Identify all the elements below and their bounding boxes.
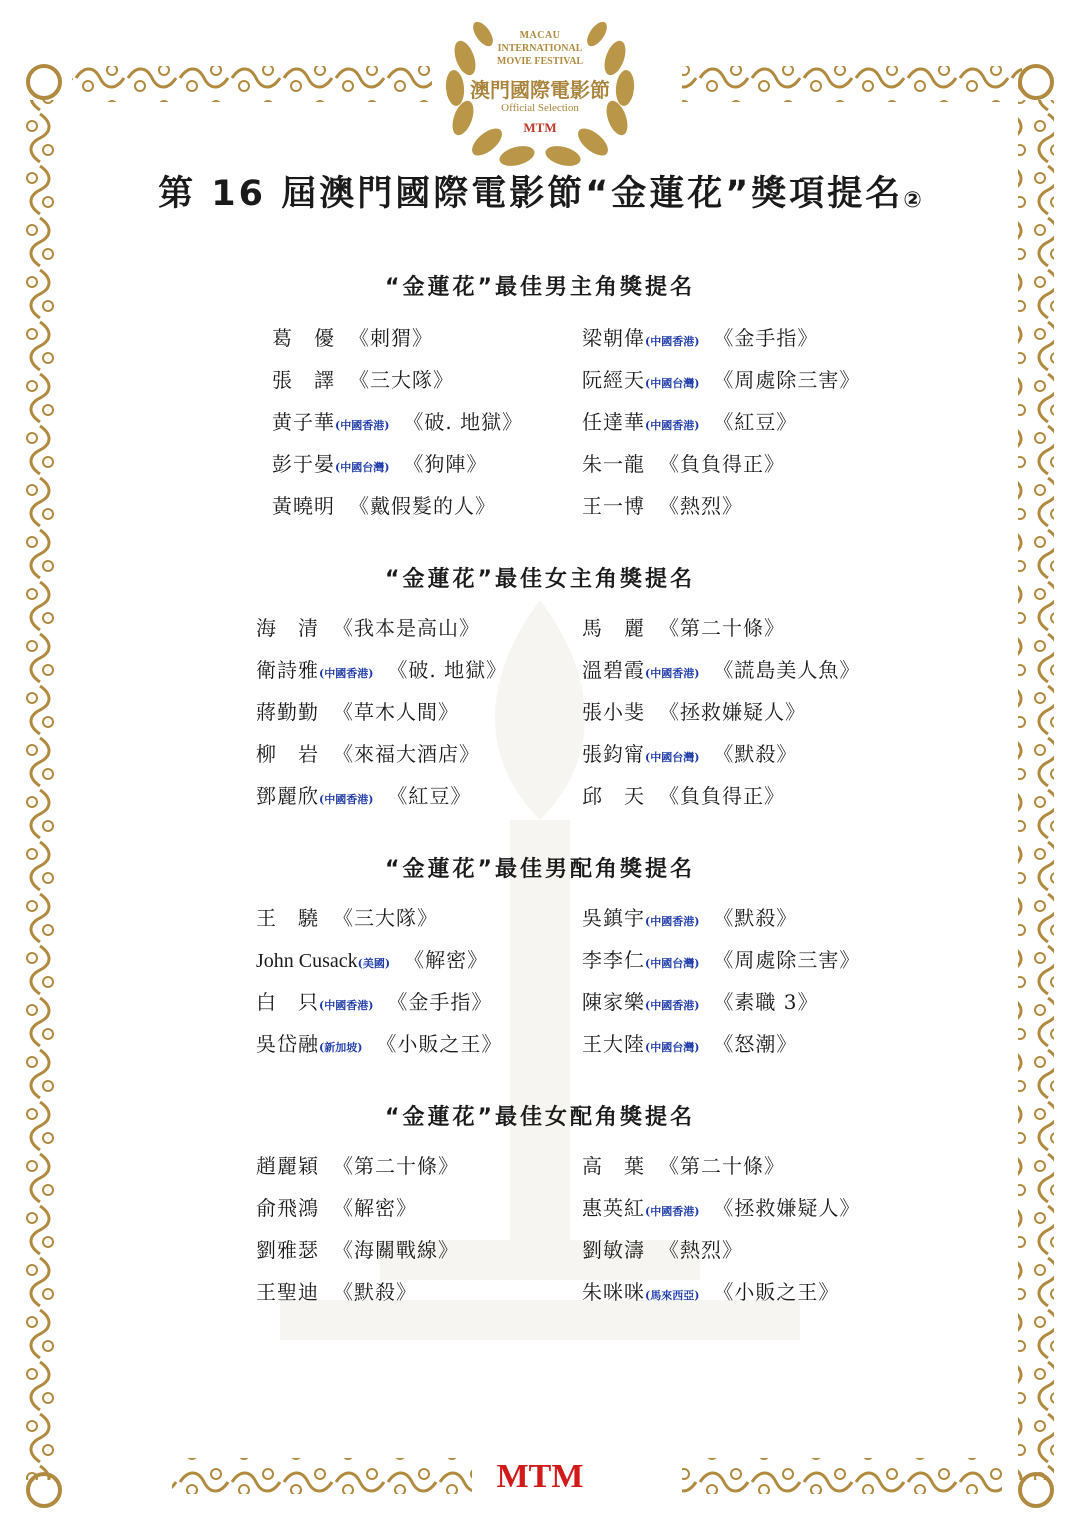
- film-title: 《金手指》: [387, 990, 493, 1014]
- film-title: 《解密》: [404, 948, 489, 972]
- film-title: 《謊島美人魚》: [713, 658, 861, 682]
- nominee-name: 黃曉明: [272, 494, 335, 518]
- nominee-region: (中國香港): [319, 793, 374, 806]
- nominee-name: 高 葉: [582, 1154, 645, 1178]
- nominee-name: 陳家樂: [582, 990, 645, 1014]
- film-title: 《三大隊》: [349, 368, 454, 392]
- film-title: 《小販之王》: [713, 1280, 840, 1304]
- nominee-row: [256, 1276, 417, 1305]
- nominee-row: [582, 448, 785, 477]
- nominee-row: [256, 612, 480, 641]
- film-title: 《周處除三害》: [713, 948, 861, 972]
- nominee-region: (中國香港): [645, 667, 700, 680]
- nominee-region: (中國台灣): [645, 957, 700, 970]
- nominee-name: 張 譯: [272, 368, 335, 392]
- film-title: 《怒潮》: [713, 1032, 798, 1056]
- nominee-name: 朱一龍: [582, 452, 645, 476]
- nominee-name: 惠英紅: [582, 1196, 645, 1220]
- film-title: 《第二十條》: [333, 1154, 459, 1178]
- page-title-suffix: ②: [903, 188, 922, 213]
- film-title: 《草木人間》: [333, 700, 459, 724]
- logo-line-official-selection: Official Selection: [501, 102, 579, 114]
- film-title: 《素職 3》: [713, 990, 819, 1014]
- nominee-row: [256, 1150, 459, 1179]
- section-heading-best-supporting-actress: “金蓮花”最佳女配角獎提名: [385, 1105, 695, 1130]
- nominee-row: [582, 902, 797, 931]
- nominee-row: [582, 986, 819, 1015]
- film-title: 《解密》: [333, 1196, 417, 1220]
- nominee-name: 王大陸: [582, 1032, 645, 1056]
- logo-line-movie-festival: MOVIE FESTIVAL: [496, 56, 584, 67]
- film-title: 《刺猬》: [349, 326, 433, 350]
- nominee-name: 張鈞甯: [582, 742, 645, 766]
- nominee-region: (中國台灣): [645, 1041, 700, 1054]
- film-title: 《小販之王》: [376, 1032, 503, 1056]
- nominee-row: [582, 780, 785, 809]
- nominee-row: [582, 490, 743, 519]
- nominee-row: [582, 406, 797, 435]
- film-title: 《戴假髮的人》: [349, 494, 496, 518]
- section-heading-best-supporting-actor: “金蓮花”最佳男配角獎提名: [385, 857, 695, 882]
- nominee-region: (新加坡): [319, 1041, 363, 1054]
- nominee-region: (中國香港): [645, 915, 700, 928]
- nominee-row: [582, 1234, 743, 1263]
- nominee-region: (中國台灣): [645, 751, 700, 764]
- section-heading-best-actor: “金蓮花”最佳男主角獎提名: [385, 275, 695, 300]
- nominee-region: (中國香港): [319, 999, 374, 1012]
- film-title: 《熱烈》: [659, 1238, 743, 1262]
- page-title-text: 第 16 屆澳門國際電影節“金蓮花”獎項提名: [158, 174, 904, 214]
- film-title: 《三大隊》: [333, 906, 438, 930]
- nominee-name: 彭于晏: [272, 452, 335, 476]
- nominee-region: (中國香港): [645, 335, 700, 348]
- film-title: 《紅豆》: [713, 410, 798, 434]
- nominee-name: 阮經天: [582, 368, 645, 392]
- film-title: 《破. 地獄》: [387, 658, 508, 682]
- nominee-name: 王 驍: [256, 906, 319, 930]
- nominee-region: (中國香港): [645, 419, 700, 432]
- nominee-name: 朱咪咪: [582, 1280, 645, 1304]
- festival-laurel-logo: [425, 8, 655, 168]
- film-title: 《第二十條》: [659, 616, 785, 640]
- film-title: 《我本是高山》: [333, 616, 480, 640]
- nominee-name: 劉敏濤: [582, 1238, 645, 1262]
- nominee-row: [272, 364, 454, 393]
- film-title: 《默殺》: [713, 742, 798, 766]
- film-title: 《熱烈》: [659, 494, 743, 518]
- nominee-row: [582, 944, 860, 973]
- nominee-name: 劉雅瑟: [256, 1238, 319, 1262]
- nominee-name: 趙麗穎: [256, 1154, 319, 1178]
- nominee-name: 葛 優: [272, 326, 335, 350]
- nominee-name: 馬 麗: [582, 616, 645, 640]
- nominee-row: [582, 654, 860, 683]
- nominee-name: 白 只: [256, 990, 319, 1014]
- nominee-name: 李李仁: [582, 948, 645, 972]
- nominee-region: (中國香港): [645, 999, 700, 1012]
- film-title: 《第二十條》: [659, 1154, 785, 1178]
- nominee-row: [272, 490, 496, 519]
- nominee-row: [582, 1150, 785, 1179]
- nominee-name: 任達華: [582, 410, 645, 434]
- nominee-row: [582, 1276, 839, 1305]
- nominee-name: 邱 天: [582, 784, 645, 808]
- nominee-row: [582, 696, 806, 725]
- nominee-name: John Cusack: [256, 950, 358, 972]
- nominee-region: (馬來西亞): [645, 1289, 700, 1302]
- film-title: 《拯救嫌疑人》: [713, 1196, 861, 1220]
- film-title: 《負負得正》: [659, 452, 785, 476]
- nominee-region: (美國): [357, 957, 391, 970]
- nominee-row: [582, 364, 860, 393]
- nominee-row: [582, 1028, 797, 1057]
- film-title: 《來福大酒店》: [333, 742, 480, 766]
- nominee-row: [256, 654, 507, 683]
- film-title: 《默殺》: [713, 906, 798, 930]
- film-title: 《破. 地獄》: [403, 410, 524, 434]
- nominee-name: 溫碧霞: [582, 658, 645, 682]
- film-title: 《默殺》: [333, 1280, 417, 1304]
- nominee-row: [582, 1192, 860, 1221]
- film-title: 《海關戰線》: [333, 1238, 459, 1262]
- nominee-name: 王一博: [582, 494, 645, 518]
- nominee-row: [256, 1234, 459, 1263]
- nominee-row: [256, 738, 480, 767]
- nominee-row: [256, 780, 471, 809]
- nominee-region: (中國台灣): [645, 377, 700, 390]
- section-heading-best-actress: “金蓮花”最佳女主角獎提名: [385, 567, 695, 592]
- nominee-name: 蔣勤勤: [256, 700, 319, 724]
- nominee-name: 海 清: [256, 616, 319, 640]
- nominee-row: [272, 406, 523, 435]
- nominee-row: [582, 738, 797, 767]
- nominee-region: (中國台灣): [335, 461, 390, 474]
- logo-line-chinese: 澳門國際電影節: [470, 78, 610, 102]
- page-title: [0, 166, 1080, 216]
- film-title: 《周處除三害》: [713, 368, 861, 392]
- logo-line-macau: MACAU: [519, 30, 561, 41]
- nominee-name: 黄子華: [272, 410, 335, 434]
- nominee-name: 王聖迪: [256, 1280, 319, 1304]
- film-title: 《金手指》: [713, 326, 819, 350]
- logo-line-international: INTERNATIONAL: [497, 43, 583, 54]
- nominee-region: (中國香港): [319, 667, 374, 680]
- nominee-row: [256, 1028, 502, 1057]
- nominee-name: 衛詩雅: [256, 658, 319, 682]
- nominee-region: (中國香港): [645, 1205, 700, 1218]
- nominee-row: [256, 986, 492, 1015]
- film-title: 《紅豆》: [387, 784, 472, 808]
- nominee-name: 吳鎮宇: [582, 906, 645, 930]
- film-title: 《拯救嫌疑人》: [659, 700, 806, 724]
- nominee-row: [256, 696, 459, 725]
- logo-line-mtm: MTM: [523, 120, 557, 135]
- nominee-row: [256, 1192, 417, 1221]
- nominee-row: [272, 448, 487, 477]
- nominee-name: 吳岱融: [256, 1032, 319, 1056]
- film-title: 《狗陣》: [403, 452, 488, 476]
- nominee-row: [582, 322, 818, 351]
- nominee-name: 鄧麗欣: [256, 784, 319, 808]
- nominee-name: 柳 岩: [256, 742, 319, 766]
- nominee-row: [582, 612, 785, 641]
- nominee-row: [272, 322, 433, 351]
- footer-mtm-logo: MTM: [496, 1458, 584, 1495]
- nominee-name: 梁朝偉: [582, 326, 645, 350]
- nominee-row: [256, 902, 438, 931]
- nominee-region: (中國香港): [335, 419, 390, 432]
- nominee-name: 張小斐: [582, 700, 645, 724]
- nominee-row: [256, 944, 488, 973]
- nominee-name: 俞飛鴻: [256, 1196, 319, 1220]
- film-title: 《負負得正》: [659, 784, 785, 808]
